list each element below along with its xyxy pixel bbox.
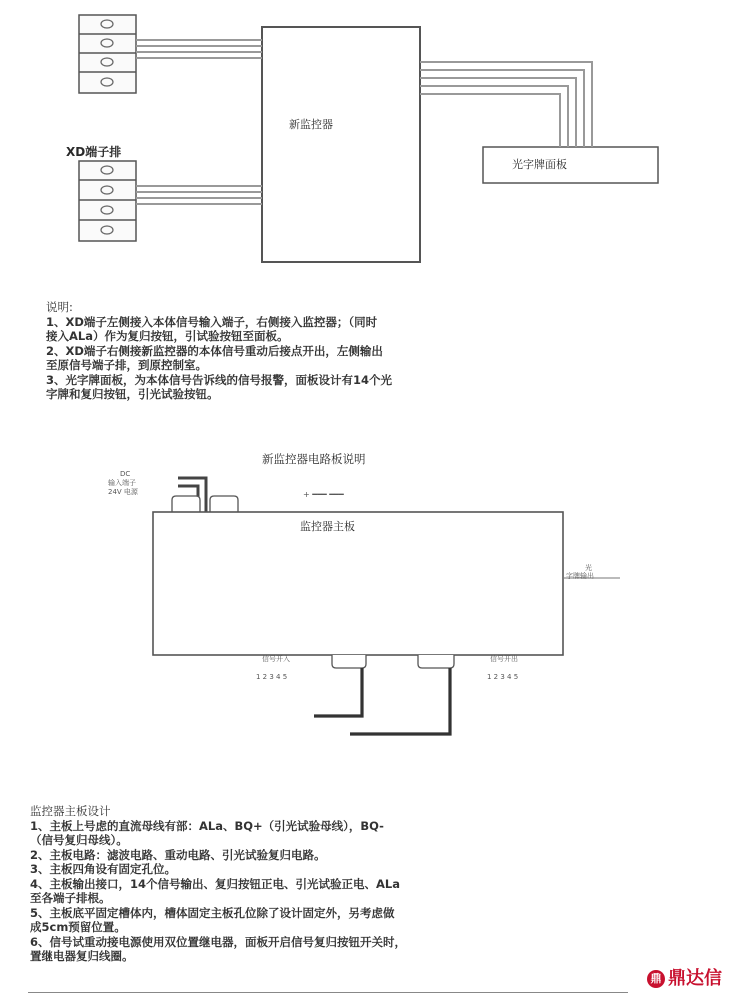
bottom-left-label-2: 1 2 3 4 5 bbox=[256, 673, 288, 681]
notes-heading: 监控器主板设计 bbox=[30, 804, 111, 818]
board-label: 监控器主板 bbox=[300, 520, 355, 533]
main-board bbox=[153, 512, 563, 655]
bottom-divider bbox=[28, 992, 628, 993]
notes-heading: 说明: bbox=[46, 300, 73, 314]
note-line: 4、主板输出接口，14个信号输出、复归按钮正电、引光试验正电、ALa bbox=[30, 876, 400, 891]
board-diagram-title: 新监控器电路板说明 bbox=[262, 452, 366, 466]
note-line: 接入ALa）作为复归按钮，引试验按钮至面板。 bbox=[46, 329, 289, 343]
top-left-label-2: 输入端子 bbox=[108, 479, 136, 487]
right-label-2: 字牌输出 bbox=[566, 572, 594, 580]
note-line: 2、主板电路：滤波电路、重动电路、引光试验复归电路。 bbox=[30, 847, 326, 862]
notes-section-2 bbox=[30, 804, 406, 964]
bottom-right-label-1: 信号开出 bbox=[490, 655, 518, 663]
bottom-right-label-2: 1 2 3 4 5 bbox=[487, 673, 519, 681]
note-line: 至原信号端子排，到原控制室。 bbox=[46, 358, 207, 372]
watermark bbox=[647, 964, 722, 990]
top-left-label-1: DC bbox=[120, 470, 131, 478]
note-line: 成5cm预留位置。 bbox=[30, 920, 126, 934]
watermark-text: 鼎达信 bbox=[668, 968, 722, 989]
note-line: 至各端子排根。 bbox=[30, 891, 111, 905]
note-line: 3、光字牌面板，为本体信号告诉线的信号报警，面板设计有14个光 bbox=[46, 372, 393, 387]
note-line: 3、主板四角设有固定孔位。 bbox=[30, 862, 177, 876]
note-line: 1、XD端子左侧接入本体信号输入端子，右侧接入监控器；（同时 bbox=[46, 314, 378, 329]
top-mid-label: + ━━━ ━━━ bbox=[303, 490, 344, 499]
note-line: 5、主板底平固定槽体内，槽体固定主板孔位除了设计固定外，另考虑做 bbox=[30, 905, 395, 920]
note-line: 6、信号试重动接电源使用双位置继电器，面板开启信号复归按钮开关时， bbox=[30, 934, 406, 949]
top-left-label-3: 24V 电源 bbox=[108, 488, 138, 496]
controller-label: 新监控器 bbox=[289, 118, 333, 131]
note-line: 字牌和复归按钮，引光试验按钮。 bbox=[46, 387, 219, 401]
right-label-1: 光 bbox=[585, 564, 592, 572]
bottom-left-label-1: 信号开入 bbox=[262, 655, 290, 663]
note-line: 2、XD端子右侧接新监控器的本体信号重动后接点开出，左侧输出 bbox=[46, 343, 383, 358]
note-line: 置继电器复归线圈。 bbox=[30, 949, 134, 963]
panel-label: 光字牌面板 bbox=[512, 158, 567, 171]
xd-terminal-label: XD端子排 bbox=[66, 145, 122, 159]
watermark-logo-icon: 鼎 bbox=[647, 970, 665, 988]
note-line: 1、主板上号虑的直流母线有部：ALa、BQ+（引光试验母线），BQ- bbox=[30, 818, 384, 833]
note-line: （信号复归母线）。 bbox=[30, 833, 128, 847]
